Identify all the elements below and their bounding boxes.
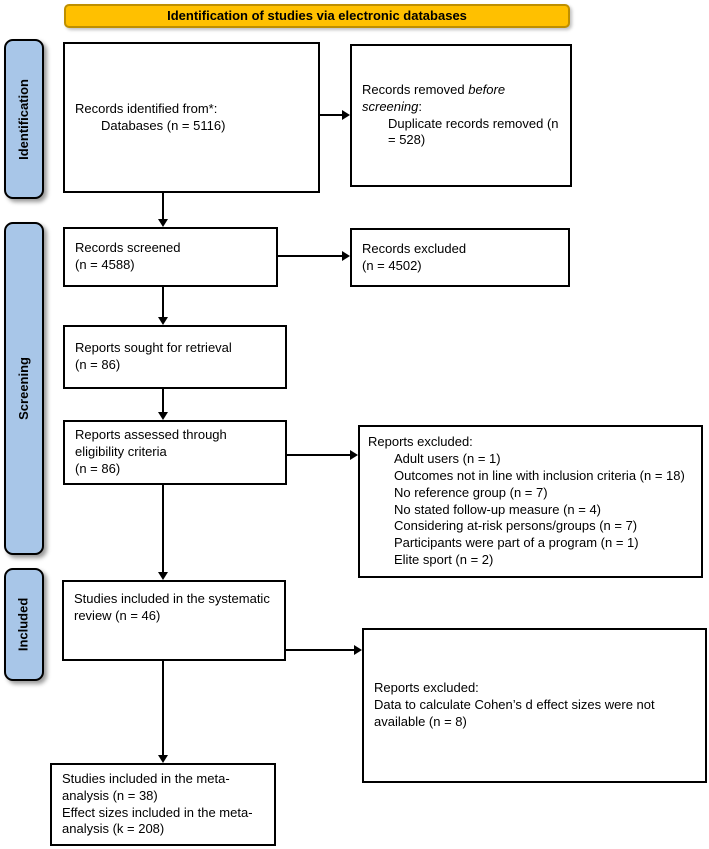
excluded-reason: Elite sport (n = 2) (394, 552, 494, 568)
excluded-reason: Participants were part of a program (n = 1) (394, 535, 639, 551)
reports-excluded-heading: Reports excluded: (368, 433, 473, 449)
arrow-systematic-to-meta (162, 661, 164, 763)
stage-included-label: Included (15, 597, 31, 652)
reports-sought-line1: Reports sought for retrieval (75, 340, 232, 356)
records-removed-pre: Records removed (362, 81, 469, 97)
box-records-excluded (350, 228, 570, 287)
box-studies-meta-analysis (50, 763, 276, 846)
stage-screening (4, 222, 44, 555)
box-reports-assessed (63, 420, 287, 485)
reports-assessed-line1: Reports assessed through eligibility criteria (75, 427, 227, 460)
records-identified-line2: Databases (n = 5116) (101, 117, 226, 133)
banner (64, 4, 570, 28)
box-reports-excluded-eligibility (358, 425, 703, 578)
arrow-identified-to-screened (162, 193, 164, 227)
excluded-reason: Considering at-risk persons/groups (n = 7) (394, 518, 638, 534)
stage-included (4, 568, 44, 681)
arrow-screened-to-excluded (278, 255, 350, 257)
studies-meta-analysis-line2: Effect sizes included in the meta-analysis (k = 208) (62, 804, 253, 837)
reports-excluded-meta-heading: Reports excluded: (374, 680, 479, 696)
records-removed-post: : (418, 98, 422, 114)
arrow-systematic-to-excluded-meta (286, 649, 362, 651)
reports-sought-line2: (n = 86) (75, 357, 121, 372)
reports-assessed-line2: (n = 86) (75, 460, 121, 476)
stage-identification (4, 39, 44, 199)
records-excluded-line2: (n = 4502) (362, 257, 422, 273)
reports-excluded-meta-text: Data to calculate Cohen’s d effect sizes were not available (n = 8) (374, 697, 655, 729)
arrow-assessed-to-systematic (162, 485, 164, 580)
records-removed-item: Duplicate records removed (n = 528) (388, 115, 559, 148)
box-records-identified (63, 42, 320, 193)
records-screened-line1: Records screened (75, 240, 181, 256)
records-removed-heading (362, 82, 560, 116)
stage-screening-label: Screening (15, 357, 31, 420)
arrow-screened-to-sought (162, 287, 164, 325)
box-reports-excluded-meta (362, 628, 707, 783)
box-reports-sought (63, 325, 287, 389)
excluded-reason: Outcomes not in line with inclusion criteria (n = 18) (394, 467, 685, 483)
excluded-reason: No stated follow-up measure (n = 4) (394, 501, 602, 517)
arrow-identified-to-removed (320, 114, 350, 116)
arrow-sought-to-assessed (162, 389, 164, 420)
studies-meta-analysis-line1: Studies included in the meta-analysis (n = 38) (62, 770, 230, 803)
records-screened-line2: (n = 4588) (75, 257, 135, 272)
studies-systematic-review-text: Studies included in the systematic review (n = 46) (74, 591, 270, 623)
records-identified-line1: Records identified from*: (75, 100, 218, 116)
excluded-reason: Adult users (n = 1) (394, 450, 501, 466)
records-excluded-line1: Records excluded (362, 240, 467, 256)
box-studies-systematic-review (62, 580, 286, 661)
stage-identification-label: Identification (15, 78, 31, 160)
records-removed-italic: before screening (362, 81, 506, 114)
box-records-screened (63, 227, 278, 287)
box-records-removed (350, 44, 572, 187)
arrow-assessed-to-excluded (287, 454, 358, 456)
excluded-reason: No reference group (n = 7) (394, 484, 548, 500)
banner-title: Identification of studies via electronic databases (167, 7, 467, 23)
